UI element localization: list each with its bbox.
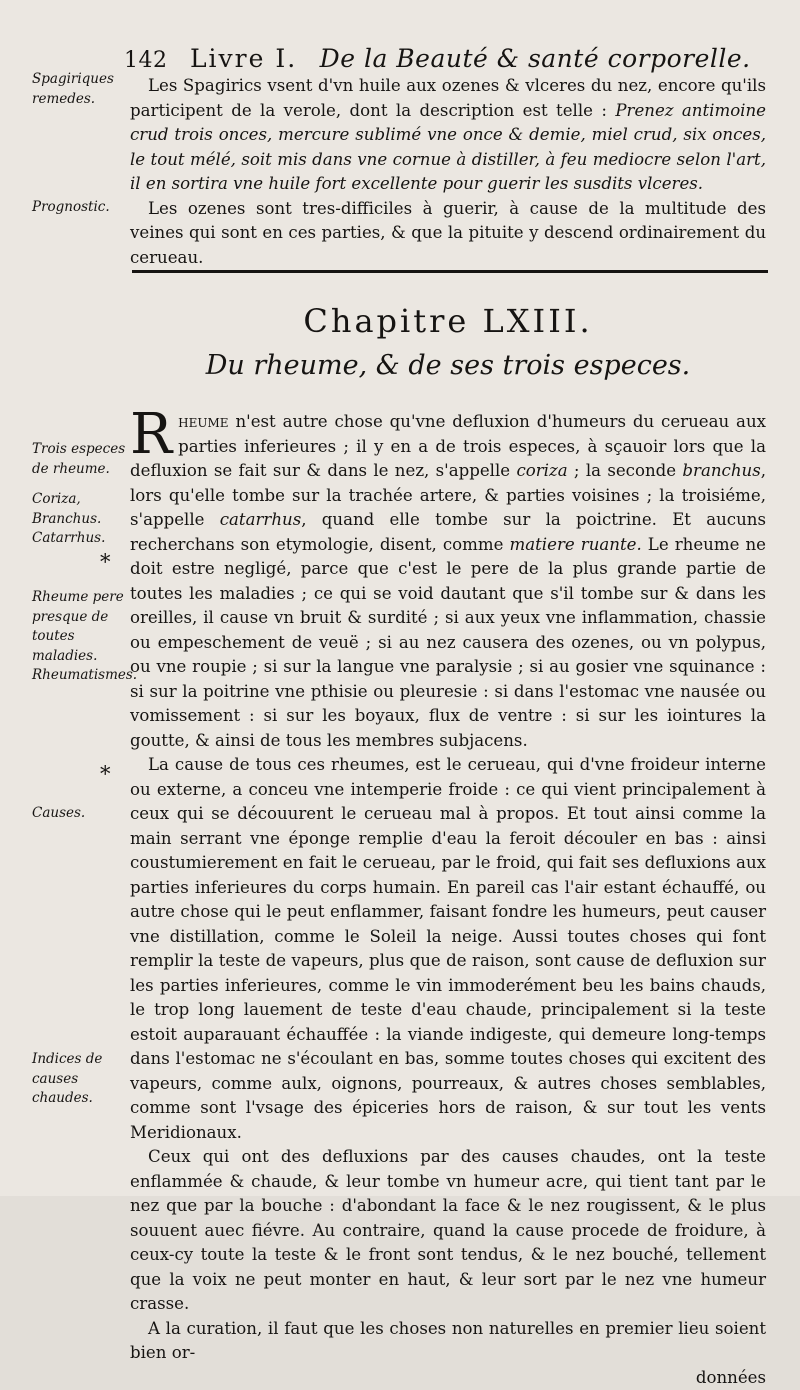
paragraph: Les ozenes sont tres-difficiles à guerir, à cause de la multitude des veines qui sont en ces parties, & que la pituite y descend ordinairement du cerueau. [130,197,766,271]
paragraph [130,74,766,197]
margin-note-rheume-pere: Rheume pere presque de toutes maladies. Rheumatismes. [32,588,127,686]
text-run: Le rheume ne doit estre negligé, parce que c'est le pere de la plus grande partie de toutes les maladies ; ce qui se void dautant que s'il tombe sur & dans les oreilles, il cause vn bruit & surdité ; si aux yeux vne inflammation, chassie ou empeschement de veuë ; si au nez causera des ozenes, ou vn polypus, ou vne roupie ; si sur la langue vne paralysie ; si au gosier vne squinance : si sur la poitrine vne pthisie ou pleuresie : si dans l'estomac vne nausée ou vomissement : si sur les boyaux, flux de ventre : si sur les iointures la goutte, & ainsi de tous les membres subjacens. [130,535,766,750]
margin-note-prognostic: Prognostic. [32,198,127,218]
small-caps-word: heume [178,412,228,431]
text-run: , quand elle tombe sur la poictrine. Et aucuns recherchans son etymologie, disent, comme [130,510,766,554]
text-run: n'est autre chose qu'vne defluxion d'humeurs du cerueau aux parties inferieures ; il y en a de trois especes, à sçauoir lors que la defluxion se fait sur & dans le nez, s'appelle [130,412,766,480]
margin-note-trois-especes: Trois especes de rheume. [32,440,127,479]
text-run: Les Spagirics vsent d'vn huile aux ozenes & vlceres du nez, encore qu'ils participent de la verole, dont la description est telle : [130,76,766,120]
paragraph: A la curation, il faut que les choses non naturelles en premier lieu soient bien or- [130,1317,766,1366]
chapter-heading: Chapitre LXIII. [130,302,766,340]
paragraph [130,410,766,753]
catchword: données [130,1366,766,1390]
margin-note-remedes: Spagiriques remedes. [32,70,127,109]
drop-cap: R [130,412,172,458]
text-run: ; la seconde [568,461,683,480]
asterisk-mark: * [100,550,111,574]
margin-note-causes: Causes. [32,804,127,824]
term-coriza: coriza [516,461,567,480]
horizontal-rule [132,270,768,273]
term-matiere-ruante: matiere ruante. [510,535,642,554]
margin-note-coriza: Coriza, Branchus. Catarrhus. [32,490,127,549]
paragraph: La cause de tous ces rheumes, est le cerueau, qui d'vne froideur interne ou externe, a conceu vne intemperie froide : ce qui vient principalement à ceux qui se découurent le cerueau mal à propos. Et tout ainsi comme la main serrant vne éponge remplie d'eau la feroit découler en bas : ainsi coustumierement en fait le cerueau, par le froid, qui fait ses defluxions aux parties inferieures du corps humain. En pareil cas l'air estant échauffé, ou autre chose qui le peut enflammer, faisant fondre les humeurs, peut causer vne distillation, comme le Soleil la neige. Aussi toutes choses qui font remplir la teste de vapeurs, plus que de raison, sont cause de defluxion sur les parties inferieures, comme le vin immoderément beu les bains chauds, le trop long lauement de teste d'eau chaude, principalement si la teste estoit auparauant échauffée : la viande indigeste, qui demeure long-temps dans l'estomac ne s'écoulant en bas, somme toutes choses qui excitent des vapeurs, comme aulx, oignons, pourreaux, & autres choses semblables, comme sont l'vsage des épiceries hors de raison, & sur tout les vents Meridionaux. [130,753,766,1145]
top-text-block [130,74,766,270]
paragraph: Ceux qui ont des defluxions par des causes chaudes, ont la teste enflammée & chaude, & leur tombe vn humeur acre, qui tient tant par le nez que par la bouche : d'abondant la face & le nez rougissent, & le plus souuent auec fiévre. Au contraire, quand la cause procede de froidure, à ceux-cy toute la teste & le front sont tendus, & le nez bouché, tellement que la voix ne peut monter en haut, & leur sort par le nez vne humeur crasse. [130,1145,766,1317]
term-branchus: branchus [682,461,760,480]
recipe-text: Prenez antimoine crud trois onces, mercure sublimé vne once & demie, miel crud, six onces, le tout mélé, soit mis dans vne cornue à distiller, à feu mediocre selon l'art, il en sortira vne huile fort excellente pour guerir les susdits vlceres. [130,101,766,194]
running-title: De la Beauté & santé corporelle. [320,44,751,73]
chapter-subtitle: Du rheume, & de ses trois especes. [130,350,766,381]
book-label: Livre I. [190,44,297,73]
term-catarrhus: catarrhus [220,510,302,529]
page-number: 142 [124,48,168,73]
text-run: , lors qu'elle tombe sur la trachée artere, & parties voisines ; la troisiéme, s'appelle [130,461,766,529]
running-header [124,44,784,73]
asterisk-mark: * [100,762,111,786]
chapter-body [130,410,766,1390]
margin-note-indices: Indices de causes chaudes. [32,1050,127,1109]
